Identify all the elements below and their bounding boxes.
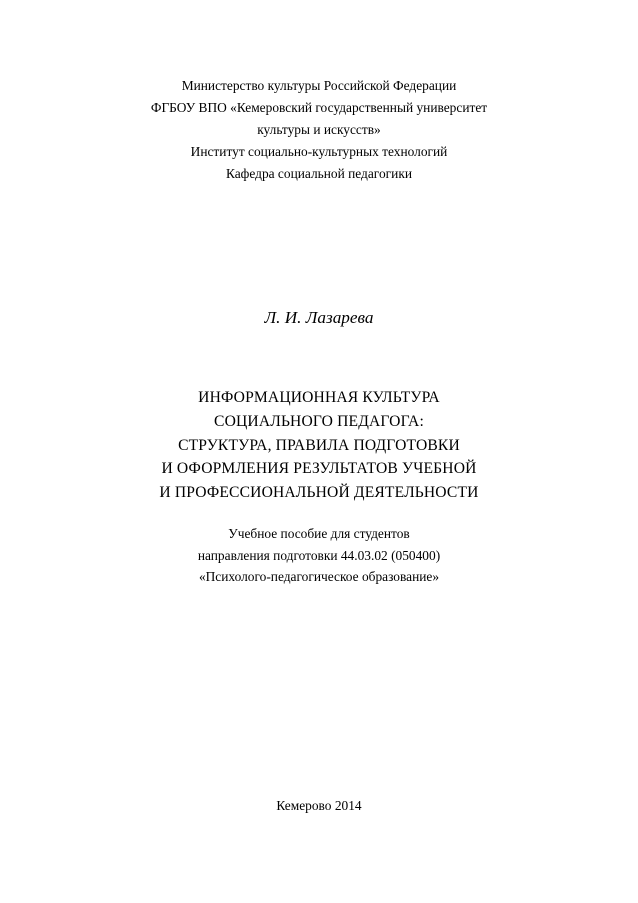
university-line-2: культуры и искусств» (257, 122, 381, 137)
subtitle-line: направления подготовки 44.03.02 (050400) (197, 547, 441, 563)
department-line: Кафедра социальной педагогики (225, 166, 412, 181)
subtitle-line: «Психолого-педагогическое образование» (198, 569, 440, 585)
title-line: ИНФОРМАЦИОННАЯ КУЛЬТУРА (198, 389, 440, 406)
document-title (0, 386, 638, 505)
author-name: Л. И. Лазарева (264, 308, 374, 327)
title-line: СОЦИАЛЬНОГО ПЕДАГОГА: (214, 412, 424, 430)
subtitle-line: Учебное пособие для студентов (228, 526, 410, 541)
institute-line: Институт социально-культурных технологий (190, 144, 448, 159)
place-and-year: Кемерово 2014 (276, 798, 362, 813)
title-line: СТРУКТУРА, ПРАВИЛА ПОДГОТОВКИ (178, 436, 460, 454)
document-subtitle (0, 523, 638, 588)
title-line: И ОФОРМЛЕНИЯ РЕЗУЛЬТАТОВ УЧЕБНОЙ (161, 460, 477, 478)
title-line: И ПРОФЕССИОНАЛЬНОЙ ДЕЯТЕЛЬНОСТИ (159, 484, 479, 502)
university-line-1: ФГБОУ ВПО «Кемеровский государственный университет (150, 100, 488, 115)
ministry-line: Министерство культуры Российской Федерации (181, 78, 457, 93)
institution-header (0, 75, 638, 185)
